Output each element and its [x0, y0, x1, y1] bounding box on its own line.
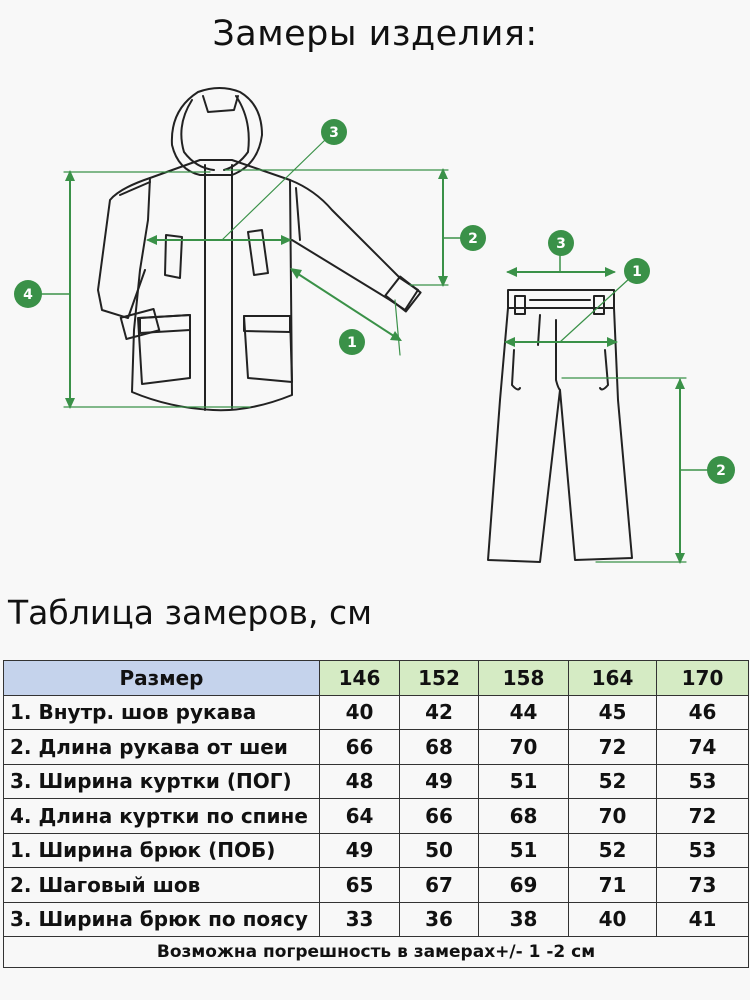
table-row [4, 695, 749, 730]
pants-marker-2 [707, 456, 735, 484]
header-size-170: 170 [657, 661, 749, 696]
tolerance-note: Возможна погрешность в замерах+/- 1 -2 см [4, 937, 749, 968]
table-header-row [4, 661, 749, 696]
table-cell: 52 [569, 764, 657, 799]
row-label: 2. Длина рукава от шеи [4, 730, 320, 765]
table-cell: 70 [479, 730, 569, 765]
header-size-158: 158 [479, 661, 569, 696]
jacket-measurements [42, 140, 462, 409]
table-cell: 74 [657, 730, 749, 765]
table-cell: 53 [657, 833, 749, 868]
table-cell: 38 [479, 902, 569, 937]
table-cell: 72 [657, 799, 749, 834]
table-cell: 51 [479, 764, 569, 799]
table-cell: 49 [320, 833, 400, 868]
table-cell: 42 [400, 695, 479, 730]
size-table [3, 660, 749, 968]
table-row [4, 868, 749, 903]
table-cell: 45 [569, 695, 657, 730]
jacket-marker-1-label: 1 [347, 335, 357, 351]
jacket-marker-2-label: 2 [468, 231, 478, 247]
table-cell: 40 [320, 695, 400, 730]
table-title: Таблица замеров, см [8, 593, 373, 632]
table-row [4, 799, 749, 834]
row-label: 2. Шаговый шов [4, 868, 320, 903]
table-cell: 51 [479, 833, 569, 868]
jacket-marker-4-label: 4 [23, 287, 33, 303]
table-row [4, 902, 749, 937]
header-size-146: 146 [320, 661, 400, 696]
table-cell: 67 [400, 868, 479, 903]
table-cell: 64 [320, 799, 400, 834]
table-cell: 70 [569, 799, 657, 834]
table-cell: 68 [400, 730, 479, 765]
jacket-marker-1 [339, 329, 365, 355]
row-label: 3. Ширина брюк по поясу [4, 902, 320, 937]
row-label: 1. Внутр. шов рукава [4, 695, 320, 730]
jacket-marker-3-label: 3 [329, 125, 339, 141]
jacket-marker-3 [321, 119, 347, 145]
table-cell: 68 [479, 799, 569, 834]
table-cell: 36 [400, 902, 479, 937]
jacket-drawing [98, 88, 421, 410]
table-cell: 72 [569, 730, 657, 765]
table-cell: 66 [320, 730, 400, 765]
table-cell: 48 [320, 764, 400, 799]
header-size-label: Размер [4, 661, 320, 696]
table-cell: 73 [657, 868, 749, 903]
table-cell: 33 [320, 902, 400, 937]
table-cell: 46 [657, 695, 749, 730]
pants-marker-2-label: 2 [716, 463, 726, 479]
table-cell: 71 [569, 868, 657, 903]
pants-marker-1 [624, 258, 650, 284]
table-cell: 65 [320, 868, 400, 903]
table-cell: 40 [569, 902, 657, 937]
product-measurement-diagram [0, 70, 750, 590]
table-row [4, 730, 749, 765]
table-cell: 53 [657, 764, 749, 799]
row-label: 3. Ширина куртки (ПОГ) [4, 764, 320, 799]
page-title: Замеры изделия: [212, 14, 538, 54]
table-note-row [4, 937, 749, 968]
header-size-164: 164 [569, 661, 657, 696]
jacket-marker-2 [460, 225, 486, 251]
table-cell: 69 [479, 868, 569, 903]
table-cell: 52 [569, 833, 657, 868]
pants-measurements [504, 252, 708, 564]
table-cell: 50 [400, 833, 479, 868]
table-cell: 49 [400, 764, 479, 799]
table-cell: 44 [479, 695, 569, 730]
pants-marker-3 [548, 230, 574, 256]
row-label: 4. Длина куртки по спине [4, 799, 320, 834]
pants-marker-1-label: 1 [632, 264, 642, 280]
header-size-152: 152 [400, 661, 479, 696]
row-label: 1. Ширина брюк (ПОБ) [4, 833, 320, 868]
jacket-marker-4 [14, 280, 42, 308]
table-cell: 66 [400, 799, 479, 834]
table-row [4, 833, 749, 868]
pants-drawing [488, 290, 632, 562]
table-row [4, 764, 749, 799]
table-cell: 41 [657, 902, 749, 937]
pants-marker-3-label: 3 [556, 236, 566, 252]
